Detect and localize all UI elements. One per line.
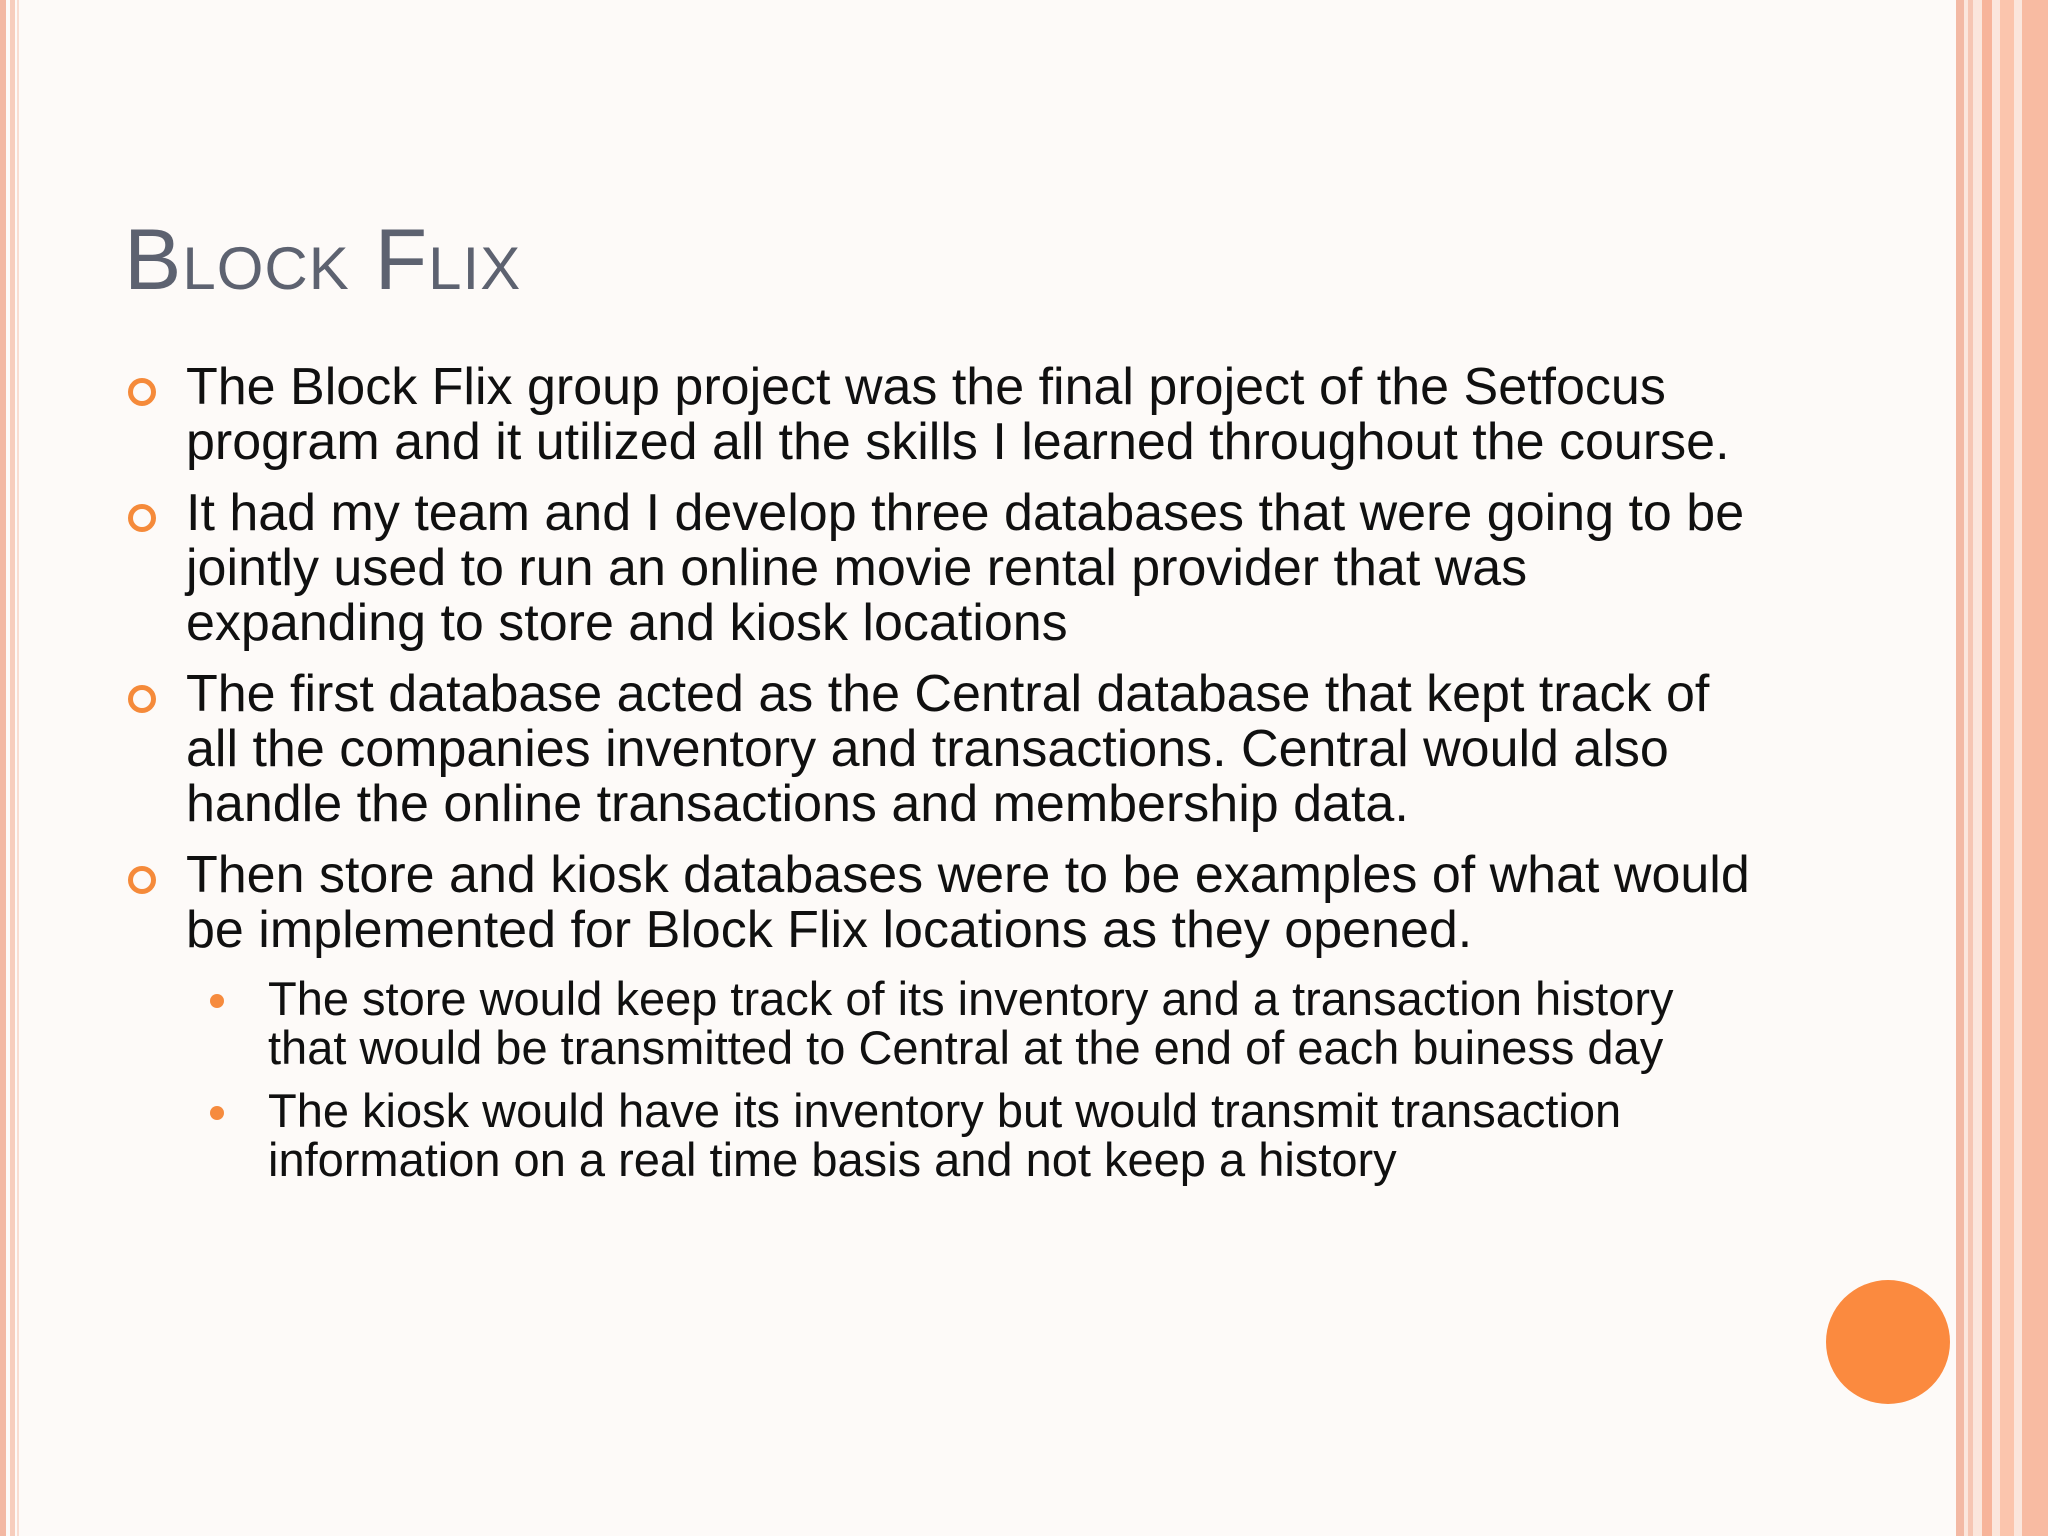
left-border-stripe — [0, 0, 6, 1536]
bullet-item — [124, 848, 1764, 958]
orange-dot-bullet-icon — [210, 1106, 224, 1120]
orange-ring-bullet-icon — [128, 504, 156, 532]
sub-bullet-text: The store would keep track of its inventory and a transaction history that would be transmitted to Central at the end of each buiness day — [268, 972, 1674, 1074]
orange-ring-bullet-icon — [128, 866, 156, 894]
bullet-item — [124, 667, 1764, 832]
left-border-stripe — [10, 0, 15, 1536]
bullet-item — [124, 486, 1764, 651]
bullet-text: It had my team and I develop three databases that were going to be jointly used to run an online movie rental provider that was expanding to store and kiosk locations — [186, 484, 1745, 652]
sub-bullet-list — [124, 974, 1764, 1184]
right-border-stripe — [1968, 0, 1973, 1536]
slide-body — [124, 360, 1764, 1198]
slide-title: Block Flix — [124, 212, 522, 308]
sub-bullet-item — [186, 1086, 1764, 1184]
orange-dot-bullet-icon — [210, 994, 224, 1008]
bullet-text: The Block Flix group project was the final project of the Setfocus program and it utilized all the skills I learned throughout the course. — [186, 358, 1730, 471]
sub-bullet-text: The kiosk would have its inventory but would transmit transaction information on a real time basis and not keep a history — [268, 1084, 1622, 1186]
right-border-stripe — [2000, 0, 2014, 1536]
right-border-stripe — [2022, 0, 2048, 1536]
bullet-item — [124, 360, 1764, 470]
left-border-stripe — [17, 0, 19, 1536]
sub-bullet-item — [186, 974, 1764, 1072]
orange-ring-bullet-icon — [128, 685, 156, 713]
orange-ring-bullet-icon — [128, 378, 156, 406]
right-border-stripe — [1956, 0, 1964, 1536]
orange-circle-decoration — [1826, 1280, 1950, 1404]
right-border-stripe — [1982, 0, 1992, 1536]
bullet-text: Then store and kiosk databases were to be examples of what would be implemented for Block Flix locations as they opened. — [186, 846, 1750, 959]
bullet-text: The first database acted as the Central database that kept track of all the companies inventory and transactions. Central would also handle the online transactions and membership data. — [186, 665, 1710, 833]
